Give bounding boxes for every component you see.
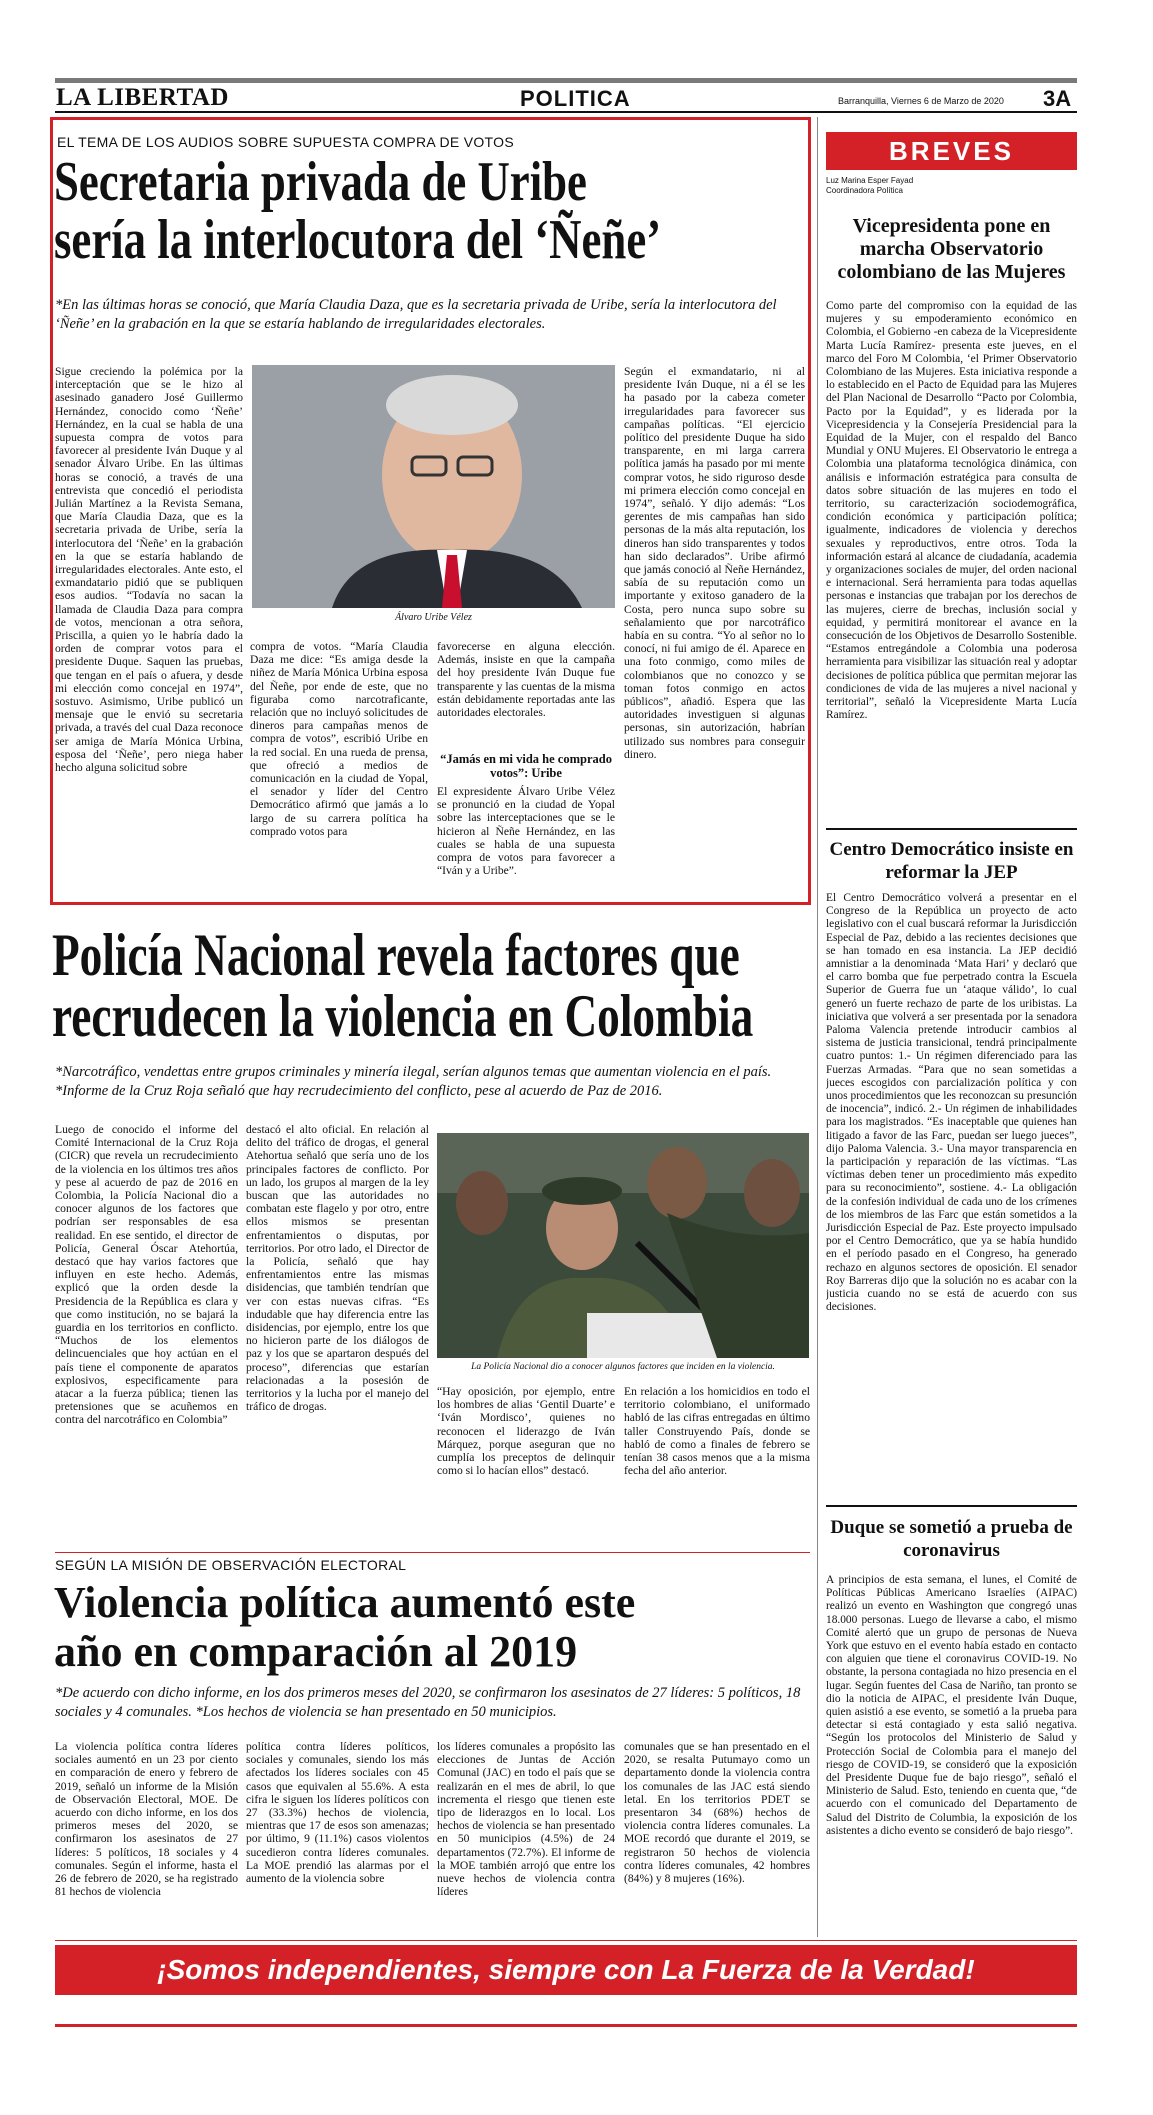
page-number: 3A bbox=[1043, 86, 1072, 111]
article2-deck: *Narcotráfico, vendettas entre grupos criminales y minería ilegal, serían algunos temas que aumentan violencia en el país. *Informe de la Cruz Roja señaló que hay recrudecimiento del conflicto, pese al acuerdo de Paz de 2016. bbox=[55, 1064, 772, 1099]
article1-column-2: compra de votos. “María Claudia Daza me dice: “Es amiga desde la niñez de María Mónica Urbina esposa del Ñeñe, por ende de este, que no figuraba como narcotraficante, relación que no incluyó solicitudes de dineros para campañas menos de compra de votos”, escribió Uribe en la red social. En una rueda de prensa, que ofreció a medios de comunicación en la ciudad de Yopal, el senador y líder del Centro Democrático afirmó que jamás a lo largo de su carrera política ha comprado votos para bbox=[250, 640, 428, 838]
article1-headline-line2: sería la interlocutora del ‘Ñeñe’ bbox=[54, 209, 662, 271]
article2-headline bbox=[52, 925, 812, 1055]
breve1-text: Como parte del compromiso con la equidad de las mujeres y su empoderamiento económico en Colombia, el Gobierno -en cabeza de la Vicepresidente Marta Lucía Ramírez- presenta este jueves, en el marco del Foro M Colombia, ‘el Primer Observatorio Colombiano de las Mujeres. Esta iniciativa responde a lo establecido en el Pacto de Equidad para las Mujeres del Plan Nacional de Desarrollo “Pacto por Colombia, Pacto por la Equidad”, y es liderada por la Vicepresidencia y la Consejería Presidencial para la Equidad de la Mujer, con el respaldo del Banco Mundial y ONU Mujeres. El Observatorio le entrega a Colombia una plataforma tecnológica dinámica, con análisis e información estratégica para consulta de datos sobre situación de las mujeres en todo el territorio, su caracterización sociodemográfica, condición económica y participación política; igualmente, indicadores de violencia y derechos sexuales y reproductivos, entre otros. Toda la información estará al alcance de ciudadanía, academia y organizaciones sociales de mujer, del orden nacional e internacional. Será herramienta para todas aquellas personas e instancias que trabajan por los derechos de las mujeres, cierre de brechas, inclusión social y equidad, y permitirá monitorear el avance en la consecución de los Objetivos de Desarrollo Sostenible. “Estamos entregándole a Colombia una poderosa herramienta para visibilizar las situación real y adoptar decisiones de política pública que permitan mejorar las condiciones de vida de las mujeres a nivel nacional y territorial”, señaló la Vicepresidente Marta Lucía Ramírez. bbox=[826, 300, 1077, 722]
banner-text: ¡Somos independientes, siempre con La Fuerza de la Verdad! bbox=[157, 1954, 975, 1985]
police-press-conference-illustration bbox=[437, 1133, 809, 1358]
article1-column-3b: El expresidente Álvaro Uribe Vélez se pronunció en la ciudad de Yopal sobre las interceptaciones que se le hicieron al Ñeñe Hernández, en las cuales se habla de una supuesta compra de votos para favorecer a “Iván y a Uribe”. bbox=[437, 785, 615, 878]
breve1-rule bbox=[826, 828, 1077, 830]
breve1-title: Vicepresidenta pone en marcha Observatorio colombiano de las Mujeres bbox=[837, 215, 1066, 283]
article2-headline-line2: recrudecen la violencia en Colombia bbox=[52, 983, 754, 1049]
article1-headline bbox=[54, 153, 806, 283]
article1-column-1: Sigue creciendo la polémica por la interceptación que se le hizo al asesinado ganadero José Guillermo Hernández, conocido como ‘Ñeñe’ Hernández, en la cual se habla de una supuesta compra de votos para favorecer al presidente Iván Duque y al senador Álvaro Uribe. En las últimas horas se conoció, a través de una entrevista que concedió el periodista Julián Martínez a la Revista Semana, que María Claudia Daza, que es la secretaria privada de Uribe, sería la interlocutora del ‘Ñeñe’ en la grabación en la que se estaría hablando de irregularidades electorales. Ante esto, el exmandatario pidió que se publiquen esos audios. “Todavía no sacan la llamada de Claudia Daza para compra de votos, mencionan a otra señora, Priscilla, a quien yo le habría dado la orden de comprar votos para el presidente Duque. Saquen las pruebas, que tengan en el país o afuera, y desde mi elección como concejal en 1974”, sostuvo. Asimismo, Uribe publicó un mensaje que le envió su secretaria privada, a través del cual Daza reconoce ser amiga de María Mónica Urbina, esposa del ‘Ñeñe’, pero niega haber hecho alguna solicitud sobre bbox=[55, 365, 243, 775]
masthead-top-rule bbox=[55, 78, 1077, 83]
breves-author: Luz Marina Esper Fayad bbox=[826, 176, 914, 185]
article3-deck: *De acuerdo con dicho informe, en los dos primeros meses del 2020, se confirmaron los asesinatos de 27 líderes: 5 políticos, 18 sociales y 4 comunales. *Los hechos de violencia se han presentado en 50 municipios. bbox=[55, 1685, 801, 1720]
page-date: Barranquilla, Viernes 6 de Marzo de 2020 bbox=[838, 96, 1004, 106]
article1-column-4: Según el exmandatario, ni al presidente Iván Duque, ni a él se les ha pasado por la cabeza cometer irregularidades para favorecer sus campañas políticas. “El ejercicio político del presidente Duque ha sido transparente, en mi larga carrera política jamás ha pasado por mi mente comprar votos, he sido riguroso desde mi primera elección como concejal en 1974”, señaló. Y dijo además: “Los gerentes de mis campañas han sido personas de la más alta reputación, los dineros han sido transparentes y todos han sido declarados”. Uribe afirmó que jamás conoció al Ñeñe Hernández, sabía de su reputación como un importante y exitoso ganadero de la Costa, pero nunca supo sobre su señalamiento que por narcotráfico había en su contra. “Yo al señor no lo conocí, ni fui amigo de él. Aparece en una foto conmigo, como miles de colombianos que no conozco y se toman fotos conmigo en actos públicos”, añadió. Espera que las autoridades investiguen si algunas personas, sin autorización, habrían utilizado sus nombres para conseguir dinero. bbox=[624, 365, 805, 761]
paper-name: LA LIBERTAD bbox=[56, 84, 229, 111]
breves-divider bbox=[817, 117, 818, 1937]
article1-subhead: “Jamás en mi vida he comprado votos”: Uribe bbox=[440, 752, 612, 780]
masthead-bottom-rule bbox=[55, 111, 1077, 113]
breve3-title: Duque se sometió a prueba de coronavirus bbox=[830, 1517, 1073, 1561]
banner-top-rule bbox=[55, 1940, 1077, 1941]
photo-alvaro-uribe bbox=[252, 365, 615, 608]
article2-headline-line1: Policía Nacional revela factores que bbox=[52, 925, 740, 988]
breve2-rule bbox=[826, 1505, 1077, 1507]
article2-column-3: “Hay oposición, por ejemplo, entre los hombres de alias ‘Gentil Duarte’ e ‘Iván Mordisco’, quienes no reconocen el liderazgo de Iván Márquez, porque aseguran que no cumplía los preceptos de delinquir como si lo hacían ellos” destacó. bbox=[437, 1385, 615, 1478]
article3-headline-line2: año en comparación al 2019 bbox=[54, 1627, 578, 1676]
article3-column-3: los líderes comunales a propósito las elecciones de Juntas de Acción Comunal (JAC) en todo el país que se realizarán en el mes de abril, lo que incrementa el riesgo que tienen este tipo de liderazgos en lo local. Los hechos de violencia se han presentado en 50 municipios (4.5%) de 24 departamentos (72.7%). El informe de la MOE también arrojó que entre los nueve hechos de violencia contra líderes bbox=[437, 1740, 615, 1899]
article2-column-1: Luego de conocido el informe del Comité Internacional de la Cruz Roja (CICR) que revela un recrudecimiento de la violencia en los últimos tres años y pese al acuerdo de paz de 2016 en Colombia, la Policía Nacional dio a conocer algunos de los factores que podrían ser responsables de esa realidad. En ese sentido, el director de Policía, General Óscar Atehortúa, destacó que hay varios factores que influyen en este hecho. Además, explicó que la orden desde la Presidencia de la República es clara y que como institución, no se bajará la guardia en los territorios en conflicto. “Muchos de los elementos delincuenciales que hoy actúan en el país tiene el componente de aparatos explosivos, especificamente para atacar a la fuerza pública; tienen las pretensiones que se acuñemos en contra del narcotráfico en Colombia” bbox=[55, 1123, 238, 1427]
article1-column-3: favorecerse en alguna elección. Además, insiste en que la campaña del hoy presidente Iván Duque fue transparente y las cuentas de la misma están debidamente reportadas ante las autoridades electorales. bbox=[437, 640, 615, 720]
article2-column-2: destacó el alto oficial. En relación al delito del tráfico de drogas, el general Atehortua señaló que sería uno de los principales factores de conflicto. Por un lado, los grupos al margen de la ley buscan que las autoridades no combatan este flagelo y por otro, entre ellos mismos se presentan enfrentamientos o disputas, por territorios. Por otro lado, el Director de la Policía, señaló que hay enfrentamientos entre las mismas disidencias, que también tendrían que ver con estas nuevas cifras. “Es indudable que hay diferencia entre las disidencias, por ejemplo, entre los que no hicieron parte de los diálogos de paz y los que se apartaron después del proceso”, diferencias que estarían relacionadas a la posesión de territorios y la lucha por el manejo del tráfico de drogas. bbox=[246, 1123, 429, 1414]
article3-kicker: SEGÚN LA MISIÓN DE OBSERVACIÓN ELECTORAL bbox=[55, 1557, 407, 1573]
article1-headline-line1: Secretaria privada de Uribe bbox=[54, 153, 587, 213]
page-bottom-rule bbox=[55, 2024, 1077, 2027]
article1-kicker: EL TEMA DE LOS AUDIOS SOBRE SUPUESTA COMPRA DE VOTOS bbox=[57, 134, 514, 150]
article3-column-4: comunales que se han presentado en el 2020, se resalta Putumayo como un departamento donde la violencia contra los comunales de las JAC está siendo letal. En los territorios PDET se presentaron 34 (68%) hechos de violencia contra líderes comunales. La MOE recordó que durante el 2019, se registraron 50 hechos de violencia contra líderes comunales, 42 hombres (84%) y 8 mujeres (16%). bbox=[624, 1740, 810, 1886]
article3-headline bbox=[54, 1578, 812, 1688]
article3-column-2: política contra líderes políticos, sociales y comunales, siendo los más afectados los líderes sociales con 45 casos que equivalen al 55.6%. A esta cifra le siguen los líderes políticos con 27 (33.3%) hechos de violencia, mientras que 17 de esos son amenazas; por último, 9 (11.1%) casos violentos sucedieron contra líderes comunales. La MOE prendió las alarmas por el aumento de la violencia sobre bbox=[246, 1740, 429, 1886]
article2-photo-caption: La Policía Nacional dio a conocer algunos factores que inciden en la violencia. bbox=[471, 1362, 775, 1372]
section-name: POLITICA bbox=[520, 86, 631, 111]
article2-column-4: En relación a los homicidios en todo el territorio colombiano, el uniformado habló de las cifras entregadas en último taller Construyendo País, donde se habló de como a finales de febrero se tenían 38 casos menos que a la misma fecha del año anterior. bbox=[624, 1385, 810, 1478]
article1-deck: *En las últimas horas se conoció, que María Claudia Daza, que es la secretaria privada de Uribe, sería la interlocutora del ‘Ñeñe’ en la grabación en la que se estaría hablando de irregularidades electorales. bbox=[55, 297, 777, 332]
article1-photo-caption: Álvaro Uribe Vélez bbox=[395, 612, 472, 623]
breve3-text: A principios de esta semana, el lunes, el Comité de Políticas Públicas Americano Israelíes (AIPAC) realizó un evento en Washington que congregó unas 18.000 personas. Luego de llevarse a cabo, el mismo Comité alertó que un grupo de personas de Nueva York que estuvo en el evento había estado en contacto con alguien que tiene el coronavirus COVID-19. No obstante, la persona contagiada no hizo presencia en el lugar. Según fuentes del Casa de Nariño, tan pronto se dio la noticia de AIPAC, el presidente Iván Duque, quien asistió a ese evento, se sometió a la prueba para detectar si está contagiado y esta salió negativa. “Según los protocolos del Ministerio de Salud y Protección Social de Colombia para el manejo del riesgo de COVID-19, se consideró que la exposición del Presidente Duque fue de bajo riesgo”, señaló el Ministerio de Salud. Esto, teniendo en cuenta que, “de acuerdo con el comunicado del Departamento de Salud del Distrito de Columbia, la exposición de los asistentes a dicho evento se consideró de bajo riesgo”. bbox=[826, 1574, 1077, 1837]
photo-policia-nacional bbox=[437, 1133, 809, 1358]
breves-author-role: Coordinadora Política bbox=[826, 186, 903, 195]
article3-column-1: La violencia política contra líderes sociales aumentó en un 23 por ciento en comparación de enero y febrero de 2019, señaló un informe de la Misión de Observación Electoral, MOE. De acuerdo con dicho informe, en los dos primeros meses del 2020, se confirmaron los asesinatos de 27 líderes: 5 políticos, 18 sociales y 4 comunales. Según el informe, hasta el 26 de febrero de 2020, se ha registrado 81 hechos de violencia bbox=[55, 1740, 238, 1899]
uribe-portrait-illustration bbox=[252, 365, 615, 608]
breve2-text: El Centro Democrático volverá a presentar en el Congreso de la República un proyecto de acto legislativo con el cual buscará reformar la Jurisdicción Especial de Paz, debido a las recientes decisiones que se han tomado en esa instancia. La JEP decidió amnistiar a la denominada ‘Mata Hari’ y declaró que el carro bomba que fue perpetrado contra la Escuela Superior de Guerra fue un ‘ataque válido’, lo cual generó un fuerte rechazo de parte de los uribistas. La iniciativa que volverá a ser presentada por la senadora Paloma Valencia pretende introducir cambios al sistema de justicia transicional, tendrá principalmente cuatro puntos: 1.- Un régimen diferenciado para las Fuerzas Armadas. “Para que no sean sometidas a jueces escogidos con parcialización política y con unos procedimientos que les reconozcan su presunción de inocencia”, indicó. 2.- Un régimen de inhabilidades para los magistrados. “Es inaceptable que quienes han litigado a favor de las Farc, puedan ser luego jueces”, dijo Paloma Valencia. 3.- Una mayor transparencia en la participación y reparación de las víctimas. “Las víctimas deben tener un procedimiento más expedito para su reconocimiento”, sostiene. 4.- La obligación de la confesión individual de cada uno de los crímenes de los miembros de las Farc que están sometidos a la Jurisdicción Especial de Paz. Este proyecto impulsado por el Centro Democrático, que ya se había hundido en el período pasado en el Congreso, ha generado rechazo en algunos sectores de oposición. El senador Roy Barreras dijo que la solución no es acabar con la justicia cuando no se está de acuerdo con sus decisiones. bbox=[826, 892, 1077, 1314]
article3-headline-line1: Violencia política aumentó este bbox=[54, 1578, 636, 1627]
breve2-title: Centro Democrático insiste en reformar la JEP bbox=[829, 839, 1074, 883]
breves-header: BREVES bbox=[826, 132, 1077, 170]
article2-bottom-rule bbox=[55, 1552, 810, 1553]
